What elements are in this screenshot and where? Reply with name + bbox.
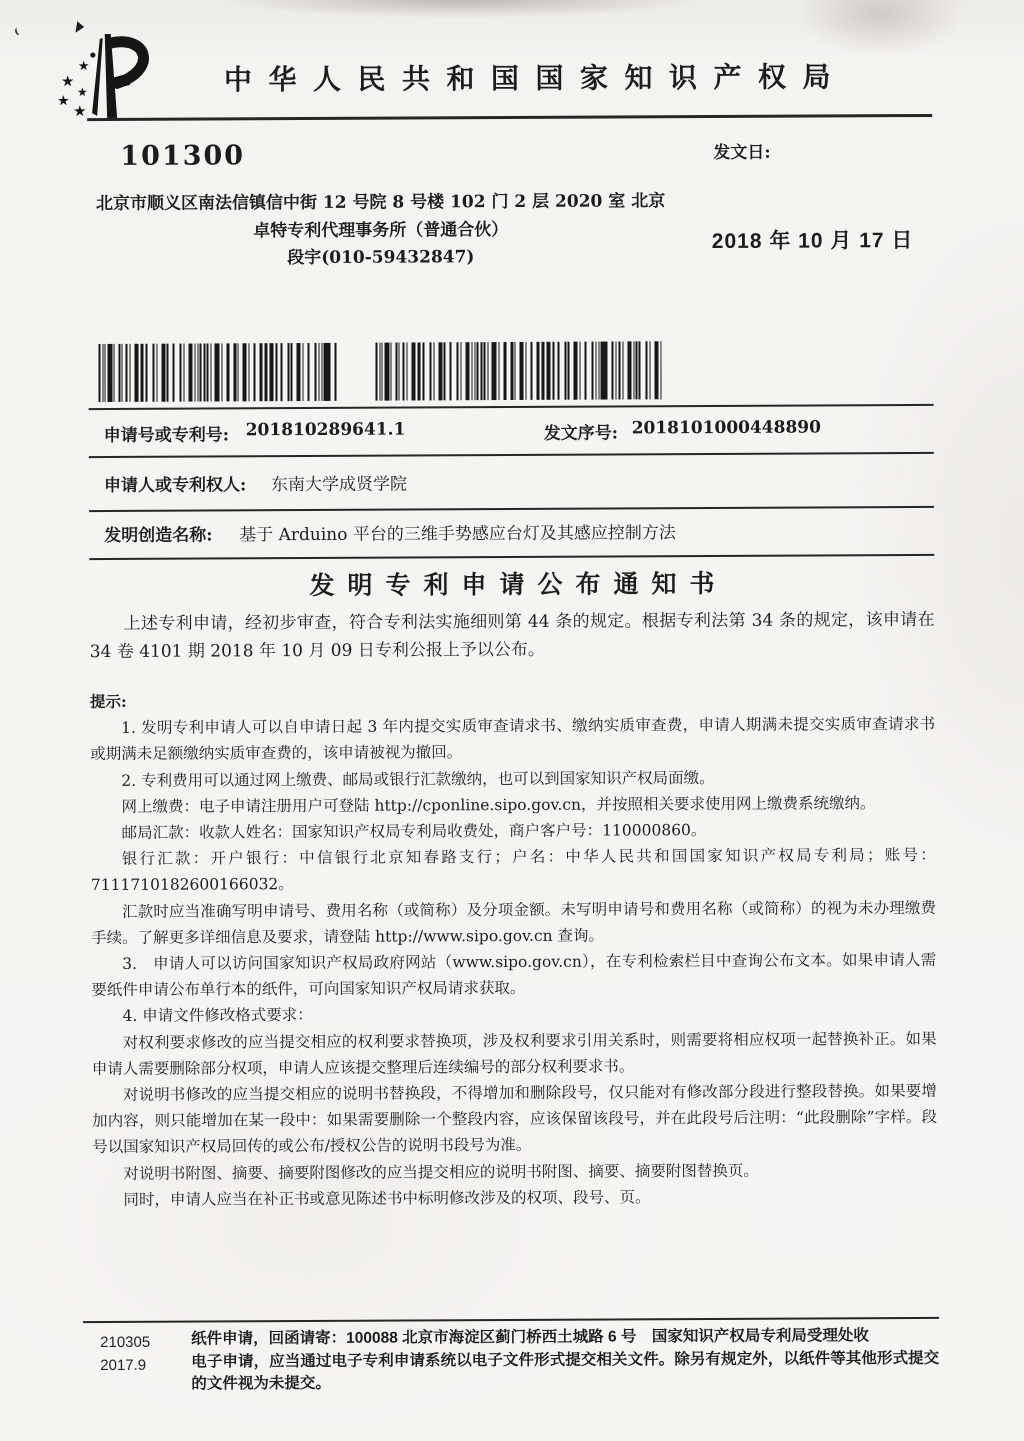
application-number-value: 201810289641.1: [245, 419, 406, 441]
footer-line: 纸件申请，回函请寄：100088 北京市海淀区蓟门桥西土城路 6 号 国家知识产权局专利局受理处收: [191, 1327, 869, 1348]
dispatch-serial-label: 发文序号:: [543, 423, 619, 444]
hint-item: 3. 申请人可以访问国家知识产权局政府网站（www.sipo.gov.cn），在专利检索栏目中查询公布文本。如果申请人需要纸件申请公布单行本的纸件，可向国家知识产权局请求获取。: [91, 950, 937, 1000]
hint-item: 对权利要求修改的应当提交相应的权利要求替换项，涉及权利要求引用关系时，则需要将相应权项一起替换补正。如果申请人需要删除部分权项，申请人应该提交整理后连续编号的部分权利要求书。: [91, 1029, 937, 1078]
form-codes: [100, 1331, 150, 1377]
barcode-right-icon: [375, 341, 661, 400]
hint-item: 4. 申请文件修改格式要求：: [122, 1006, 313, 1026]
form-code: 210305: [100, 1333, 151, 1352]
svg-text:★: ★: [77, 59, 90, 75]
form-revision: 2017.9: [100, 1356, 147, 1375]
notice-body: 上述专利申请，经初步审查，符合专利法实施细则第 44 条的规定。根据专利法第 34 条的规定，该申请在 34 卷 4101 期 2018 年 10 月 09 日专利公报上予以公布。: [89, 609, 935, 662]
hint-item: 汇款时应当准确写明申请号、费用名称（或简称）及分项金额。未写明申请号和费用名称（或简称）的视为未办理缴费手续。了解更多详细信息及要求，请登陆 http://www.sipo.gov.cn 查询。: [91, 898, 937, 947]
hint-item: 网上缴费：电子申请注册用户可登陆 http://cponline.sipo.gov.cn，并按照相关要求使用网上缴费系统缴纳。: [121, 794, 876, 816]
hint-item: 对说明书附图、摘要、摘要附图修改的应当提交相应的说明书附图、摘要、摘要附图替换页。: [123, 1161, 759, 1183]
footer-instructions: [191, 1325, 939, 1396]
row-divider: [89, 452, 934, 458]
row-divider: [89, 404, 934, 410]
svg-text:★: ★: [60, 72, 75, 91]
applicant-label: 申请人或专利权人:: [103, 475, 247, 496]
svg-text:★: ★: [76, 85, 88, 100]
barcode-left-icon: [98, 343, 338, 402]
header-divider: [87, 114, 932, 121]
applicant-value: 东南大学成贤学院: [270, 474, 407, 496]
postal-code: 101300: [120, 140, 246, 172]
footer-divider: [83, 1317, 939, 1323]
mailing-address: [96, 188, 666, 273]
footer-line: 电子申请，应当通过电子专利申请系统以电子文件形式提交相关文件。除另有规定外，以纸件等其他形式提交的文件视为未提交。: [191, 1349, 940, 1393]
row-divider: [89, 554, 934, 560]
invention-title-label: 发明创造名称:: [104, 525, 213, 546]
hint-item: 2. 专利费用可以通过网上缴费、邮局或银行汇款缴纳，也可以到国家知识产权局面缴。: [121, 768, 715, 790]
recipient-name: 段宇(010-59432847): [287, 247, 475, 269]
hints-heading: 提示:: [89, 691, 127, 712]
invention-title-value: 基于 Arduino 平台的三维手势感应台灯及其感应控制方法: [239, 523, 676, 546]
hint-item: 同时，申请人应当在补正书或意见陈述书中标明修改涉及的权项、段号、页。: [123, 1188, 651, 1209]
issue-date-label: 发文日:: [713, 142, 771, 164]
cnipa-logo-icon: [51, 26, 168, 131]
svg-text:★: ★: [57, 93, 70, 110]
svg-text:★: ★: [73, 102, 87, 121]
address-line: 北京市顺义区南法信镇信中街 12 号院 8 号楼 102 门 2 层 2020 室 北京卓特专利代理事务所（普通合伙）: [95, 191, 666, 241]
hints-section: [90, 685, 938, 1213]
hint-item: 对说明书修改的应当提交相应的说明书替换段，不得增加和删除段号，仅只能对有修改部分段进行整段替换。如果要增加内容，则只能增加在某一段中：如果需要删除一个整段内容，应该保留该段号，并在此段号后注明：“此段删除”字样。段号以国家知识产权局回传的或公布/授权公告的说明书段号为准。: [92, 1081, 938, 1157]
application-number-label: 申请号或专利号:: [103, 425, 230, 446]
row-divider: [89, 506, 934, 512]
issue-date-value: 2018 年 10 月 17 日: [711, 229, 914, 254]
hint-item: 邮局汇款：收款人姓名：国家知识产权局专利局收费处，商户客户号：110000860。: [121, 821, 707, 842]
hint-item: 1. 发明专利申请人可以自申请日起 3 年内提交实质审查请求书、缴纳实质审查费，申请人期满未提交实质审查请求书或期满未足额缴纳实质审查费的，该申请被视为撤回。: [90, 715, 936, 764]
agency-title: 中华人民共和国国家知识产权局: [223, 60, 848, 97]
dispatch-serial-value: 2018101000448890: [631, 417, 821, 439]
notice-title: 发明专利申请公布通知书: [309, 568, 728, 600]
hint-item: 银行汇款：开户银行：中信银行北京知春路支行；户名：中华人民共和国国家知识产权局专利局；账号：7111710182600166032。: [90, 846, 936, 895]
